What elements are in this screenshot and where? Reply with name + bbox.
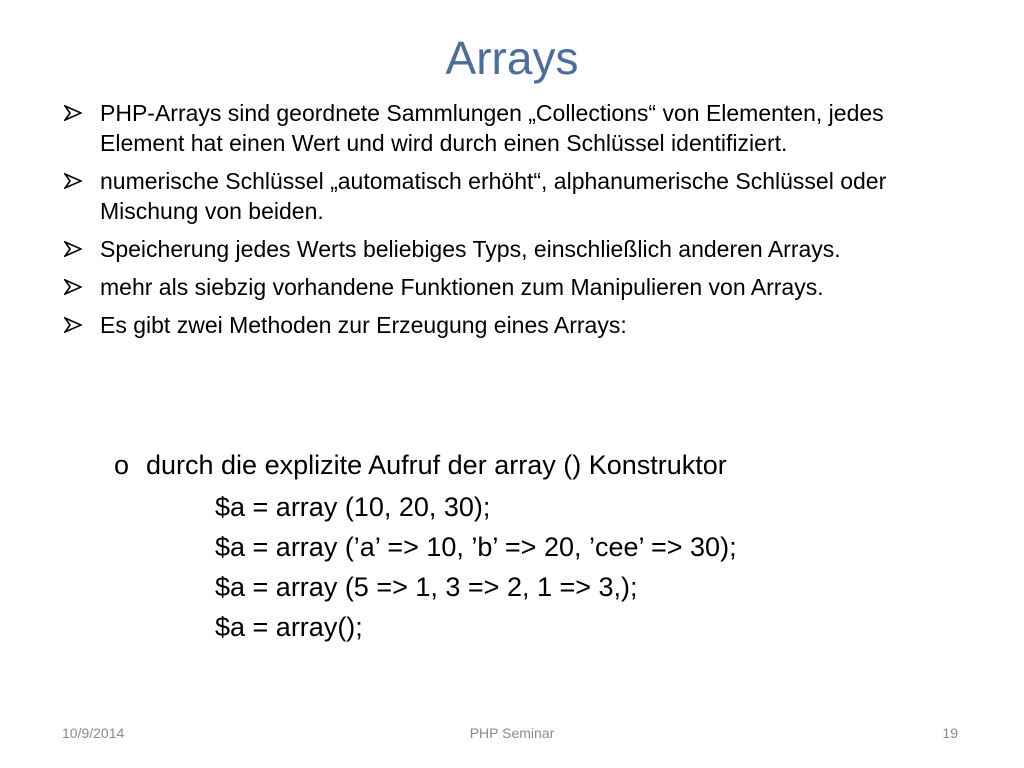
footer-date: 10/9/2014 xyxy=(62,725,125,741)
circle-bullet-icon: o xyxy=(114,450,130,480)
code-line: $a = array (10, 20, 30); xyxy=(215,492,491,522)
bullet-item xyxy=(62,272,962,302)
bullet-text: mehr als siebzig vorhandene Funktionen zum Manipulieren von Arrays. xyxy=(100,274,824,300)
sub-bullet-text: durch die explizite Aufruf der array () Konstruktor xyxy=(146,450,727,480)
bullet-text: Speicherung jedes Werts beliebiges Typs, einschließlich anderen Arrays. xyxy=(100,236,841,262)
bullet-text: numerische Schlüssel „automatisch erhöht“, alphanumerische Schlüssel oder Mischung von beiden. xyxy=(100,168,887,224)
bullet-item xyxy=(62,234,962,264)
bullet-text: Es gibt zwei Methoden zur Erzeugung eines Arrays: xyxy=(100,312,627,338)
code-line: $a = array (5 => 1, 3 => 2, 1 => 3,); xyxy=(215,572,638,602)
arrowhead-bullet-icon xyxy=(64,98,86,128)
arrowhead-bullet-icon xyxy=(64,272,86,302)
sub-bullet xyxy=(114,448,1024,482)
arrowhead-bullet-icon xyxy=(64,166,86,196)
bullet-text: PHP-Arrays sind geordnete Sammlungen „Collections“ von Elementen, jedes Element hat einen Wert und wird durch einen Schlüssel identifiziert. xyxy=(100,100,884,156)
code-line: $a = array(); xyxy=(215,612,363,642)
bullet-item xyxy=(62,98,962,158)
bullet-item xyxy=(62,166,962,226)
slide-title: Arrays xyxy=(445,32,579,84)
footer-page-number: 19 xyxy=(942,725,958,741)
arrowhead-bullet-icon xyxy=(64,310,86,340)
bullet-list xyxy=(62,98,962,348)
footer-title: PHP Seminar xyxy=(469,725,555,741)
bullet-item xyxy=(62,310,962,340)
code-line: $a = array (’a’ => 10, ’b’ => 20, ’cee’ => 30); xyxy=(215,532,737,562)
arrowhead-bullet-icon xyxy=(64,234,86,264)
code-block xyxy=(215,487,737,647)
